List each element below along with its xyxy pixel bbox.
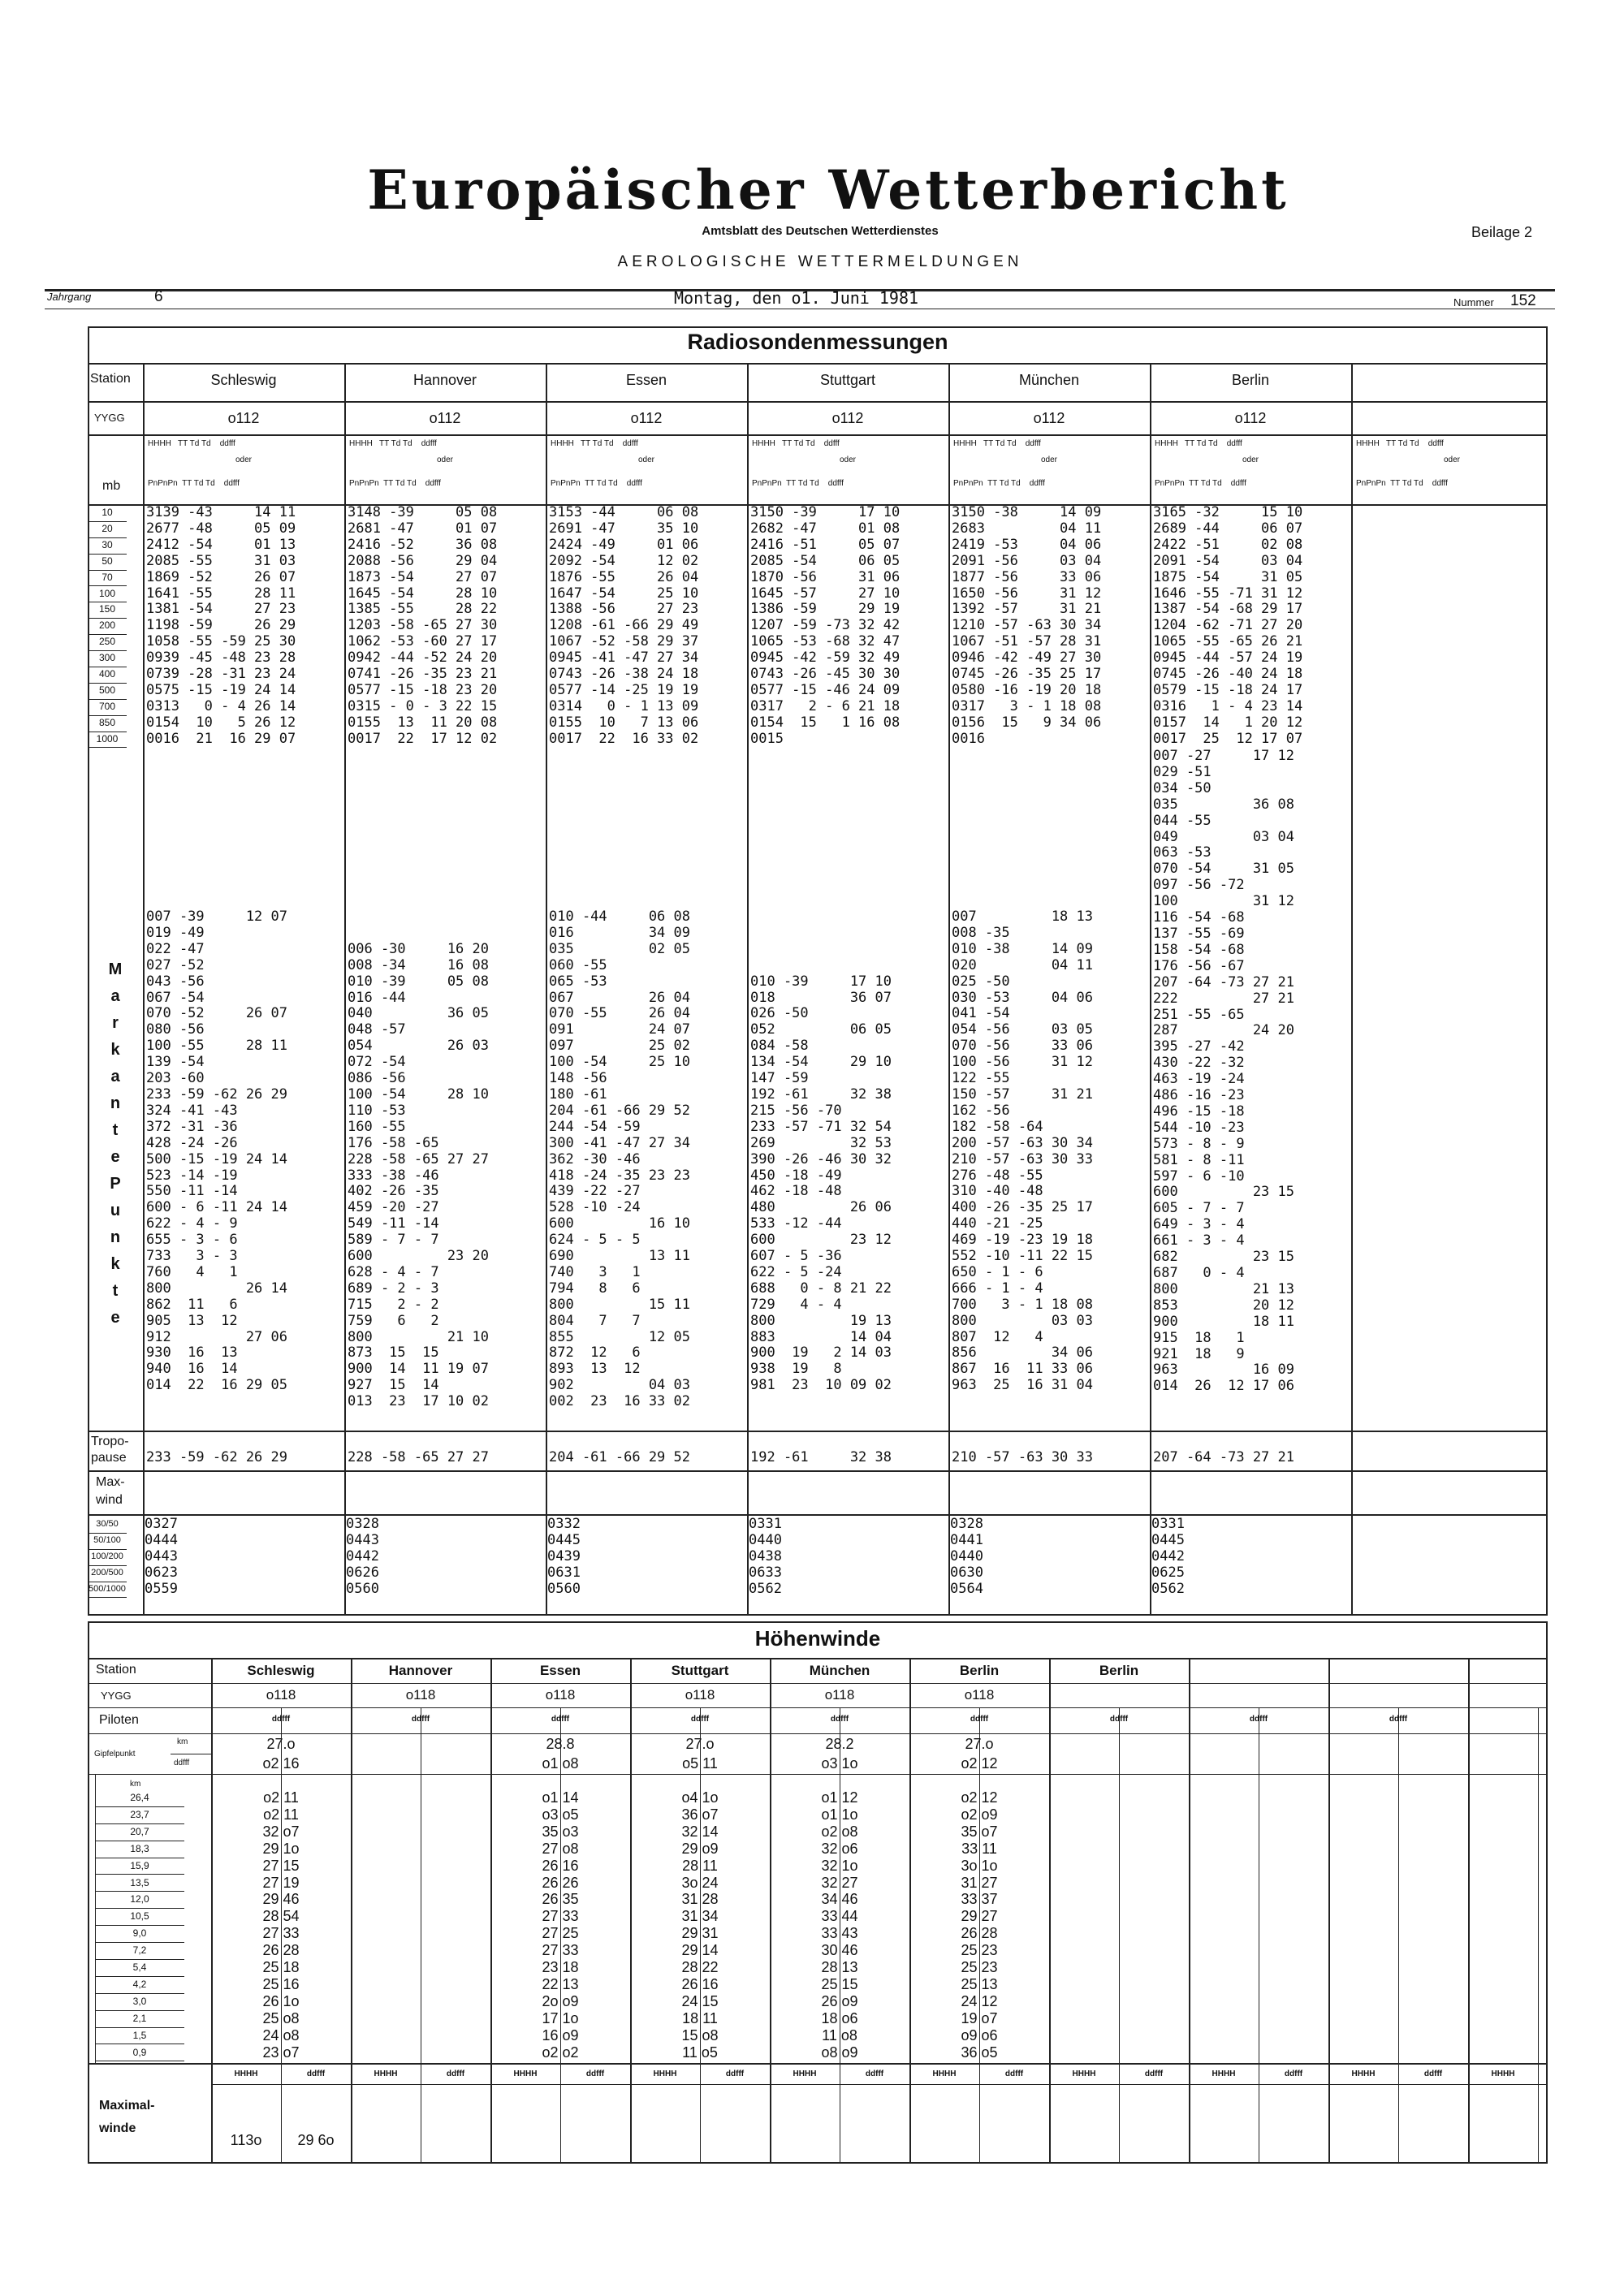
radio-rule-1 bbox=[88, 363, 1548, 365]
tropopause: 192 -61 32 38 bbox=[750, 1450, 892, 1465]
km-level: 26,4 bbox=[95, 1789, 184, 1807]
gipfel-ddfff: o5 11 bbox=[682, 1755, 718, 1772]
mb-level: 250 bbox=[88, 634, 127, 651]
markante-letter: M bbox=[108, 960, 123, 978]
piloten-ddfff: ddfff bbox=[1249, 1715, 1268, 1724]
km-level: 1,5 bbox=[95, 2027, 184, 2045]
station-name: Schleswig bbox=[210, 372, 277, 388]
page-title: Europäischer Wetterbericht bbox=[367, 158, 1289, 222]
radio-rule-3 bbox=[88, 434, 1548, 436]
mb-level: 400 bbox=[88, 667, 127, 684]
gipfel-km: 28.2 bbox=[825, 1736, 854, 1752]
piloten-ddfff: ddfff bbox=[690, 1715, 710, 1724]
gipfel-km: 27.o bbox=[266, 1736, 296, 1752]
wind-station-label: Station bbox=[96, 1663, 136, 1677]
maxwind: 0331 0440 0438 0633 0562 bbox=[749, 1517, 782, 1597]
gipfel-ddfff: o1 o8 bbox=[542, 1755, 579, 1772]
col-header-2: PnPnPn TT Td Td ddfff bbox=[1155, 479, 1246, 488]
markante-letter: r bbox=[112, 1014, 119, 1032]
col-header-2: PnPnPn TT Td Td ddfff bbox=[551, 479, 642, 488]
wind-subcol-line bbox=[1538, 1707, 1539, 2164]
col-header-2: PnPnPn TT Td Td ddfff bbox=[953, 479, 1045, 488]
station-name: Stuttgart bbox=[819, 372, 876, 388]
wind-values: o2 11 o2 11 32 o7 29 1o 27 15 27 19 29 46 28 54 27 33 26 28 25 18 25 16 26 1o 25 o8 24 o8 23 o7 bbox=[262, 1789, 300, 2061]
mb-level: 20 bbox=[88, 521, 127, 538]
markante-punkte: 006 -30 16 20 008 -34 16 08 010 -39 05 08 016 -44 040 36 05 048 -57 054 26 03 072 -54 086 -56 100 -54 28 10 110 -53 160 -55 176 -58 -65 228 -58 -65 27 27 333 -38 -46 402 -26 -35 459 -20 -27 549 -11 -14 589 - 7 - 7 600 23 20 628 - 4 - 7 689 - 2 - 3 715 2 - 2 759 6 2 800 21 10 873 15 15 900 14 11 19 07 927 15 14 013 23 17 10 02 bbox=[348, 940, 489, 1410]
col-header-2: PnPnPn TT Td Td ddfff bbox=[752, 479, 844, 488]
yygg-label: YYGG bbox=[94, 412, 125, 424]
tropopause-label: Tropo- pause bbox=[91, 1435, 129, 1465]
beilage-label: Beilage 2 bbox=[1471, 224, 1533, 240]
wind-yygg: o118 bbox=[405, 1687, 436, 1703]
maxwind-col-header: ddfff bbox=[1144, 2069, 1164, 2078]
km-level: 0,9 bbox=[95, 2044, 184, 2062]
piloten-ddfff: ddfff bbox=[1389, 1715, 1408, 1724]
km-level: 12,0 bbox=[95, 1891, 184, 1909]
piloten-label: Piloten bbox=[99, 1713, 139, 1727]
col-header-1: HHHH TT Td Td ddfff bbox=[1356, 439, 1444, 448]
mb-level: 150 bbox=[88, 602, 127, 619]
col-line-4 bbox=[747, 363, 749, 1616]
maxwind: 0331 0445 0442 0625 0562 bbox=[1151, 1517, 1185, 1597]
markante-punkte: 007 -27 17 12 029 -51 034 -50 035 36 08 044 -55 049 03 04 063 -53 070 -54 31 05 097 -56 -72 100 31 12 116 -54 -68 137 -55 -69 158 -54 -68 176 -56 -67 207 -64 -73 27 21 222 27 21 251 -55 -65 287 24 20 395 -27 -42 430 -22 -32 463 -19 -24 486 -16 -23 496 -15 -18 544 -10 -23 573 - 8 - 9 581 - 8 -11 597 - 6 -10 600 23 15 605 - 7 - 7 649 - 3 - 4 661 - 3 - 4 682 23 15 687 0 - 4 800 21 13 853 20 12 900 18 11 915 18 1 921 18 9 963 16 09 014 26 12 17 06 bbox=[1153, 749, 1294, 1395]
section-title: AEROLOGISCHE WETTERMELDUNGEN bbox=[617, 253, 1023, 270]
maxwind-col-header: HHHH bbox=[234, 2069, 258, 2078]
wind-col-line bbox=[1049, 1658, 1051, 2164]
standard-levels: 3148 -39 05 08 2681 -47 01 07 2416 -52 36 08 2088 -56 29 04 1873 -54 27 07 1645 -54 28 10 1385 -55 28 22 1203 -58 -65 27 30 1062 -53 -60 27 17 0942 -44 -52 24 20 0741 -26 -35 23 21 0577 -15 -18 23 20 0315 - 0 - 3 22 15 0155 13 11 20 08 0017 22 17 12 02 bbox=[348, 505, 498, 747]
standard-levels: 3153 -44 06 08 2691 -47 35 10 2424 -49 01 06 2092 -54 12 02 1876 -55 26 04 1647 -54 25 10 1388 -56 27 23 1208 -61 -66 29 49 1067 -52 -58 29 37 0945 -41 -47 27 34 0743 -26 -38 24 18 0577 -14 -25 19 19 0314 0 - 1 13 09 0155 10 7 13 06 0017 22 16 33 02 bbox=[549, 505, 699, 747]
maximalwinde-label: Maximal- winde bbox=[99, 2099, 155, 2135]
tropopause: 204 -61 -66 29 52 bbox=[549, 1450, 690, 1465]
km-level: 7,2 bbox=[95, 1942, 184, 1960]
wind-yygg-label: YYGG bbox=[101, 1690, 132, 1702]
wind-yygg: o118 bbox=[545, 1687, 576, 1703]
radio-rule-2 bbox=[88, 401, 1548, 403]
issue-date: Montag, den o1. Juni 1981 bbox=[674, 288, 919, 308]
wind-values: o2 12 o2 o9 35 o7 33 11 3o 1o 31 27 33 37 29 27 26 28 25 23 25 23 25 13 24 12 19 o7 o9 o6 36 o5 bbox=[961, 1789, 998, 2061]
mb-level: 10 bbox=[88, 505, 127, 522]
wind-values: o1 12 o1 1o o2 o8 32 o6 32 1o 32 27 34 46 33 44 33 43 30 46 28 13 25 15 26 o9 18 o6 11 o8 o8 o9 bbox=[821, 1789, 858, 2061]
wind-col-line bbox=[1189, 1658, 1190, 2164]
wind-station-name: Schleswig bbox=[247, 1663, 315, 1678]
tropopause: 228 -58 -65 27 27 bbox=[348, 1450, 489, 1465]
markante-punkte: 010 -39 17 10 018 36 07 026 -50 052 06 05 084 -58 134 -54 29 10 147 -59 192 -61 32 38 215 -56 -70 233 -57 -71 32 54 269 32 53 390 -26 -46 30 32 450 -18 -49 462 -18 -48 480 26 06 533 -12 -44 600 23 12 607 - 5 -36 622 - 5 -24 688 0 - 8 21 22 729 4 - 4 800 19 13 883 14 04 900 19 2 14 03 938 19 8 981 23 10 09 02 bbox=[750, 973, 892, 1394]
gipfel-km-label: km bbox=[177, 1737, 188, 1746]
station-name: Essen bbox=[625, 372, 667, 388]
hoehenwinde-title: Höhenwinde bbox=[754, 1626, 881, 1651]
km-level: 20,7 bbox=[95, 1823, 184, 1841]
maxwind-level: 200/500 bbox=[88, 1565, 127, 1582]
maxwind-col-header: HHHH bbox=[1491, 2069, 1515, 2078]
radio-rule-5 bbox=[88, 1431, 1548, 1432]
maxwind: 0332 0445 0439 0631 0560 bbox=[547, 1517, 581, 1597]
jahrgang-label: Jahrgang bbox=[47, 291, 92, 303]
wind-values: o1 14 o3 o5 35 o3 27 o8 26 16 26 26 26 35 27 33 27 25 27 33 23 18 22 13 2o o9 17 1o 16 o9 o2 o2 bbox=[542, 1789, 579, 2061]
markante-punkte: 010 -44 06 08 016 34 09 035 02 05 060 -55 065 -53 067 26 04 070 -55 26 04 091 24 07 097 25 02 100 -54 25 10 148 -56 180 -61 204 -61 -66 29 52 244 -54 -59 300 -41 -47 27 34 362 -30 -46 418 -24 -35 23 23 439 -22 -27 528 -10 -24 600 16 10 624 - 5 - 5 690 13 11 740 3 1 794 8 6 800 15 11 804 7 7 855 12 05 872 12 6 893 13 12 902 04 03 002 23 16 33 02 bbox=[549, 909, 690, 1410]
standard-levels: 3150 -39 17 10 2682 -47 01 08 2416 -51 05 07 2085 -54 06 05 1870 -56 31 06 1645 -57 27 10 1386 -59 29 19 1207 -59 -73 32 42 1065 -53 -68 32 47 0945 -42 -59 32 49 0743 -26 -45 30 30 0577 -15 -46 24 09 0317 2 - 6 21 18 0154 15 1 16 08 0015 bbox=[750, 505, 901, 747]
jahrgang-value: 6 bbox=[154, 288, 163, 305]
maxwind-col-header: HHHH bbox=[1072, 2069, 1096, 2078]
piloten-ddfff: ddfff bbox=[970, 1715, 989, 1724]
mb-level: 700 bbox=[88, 699, 127, 716]
markante-letter: a bbox=[110, 987, 120, 1005]
col-header-1: HHHH TT Td Td ddfff bbox=[551, 439, 638, 448]
col-header-oder: oder bbox=[436, 455, 453, 464]
wind-station-name: Hannover bbox=[388, 1663, 453, 1678]
maxwind-col-header: ddfff bbox=[725, 2069, 745, 2078]
piloten-ddfff: ddfff bbox=[411, 1715, 430, 1724]
page-subtitle: Amtsblatt des Deutschen Wetterdienstes bbox=[702, 224, 939, 238]
markante-letter: n bbox=[110, 1094, 121, 1112]
col-header-oder: oder bbox=[1443, 455, 1460, 464]
wind-col-line bbox=[1328, 1658, 1330, 2164]
maxwind-col-header: HHHH bbox=[513, 2069, 538, 2078]
station-name: München bbox=[1018, 372, 1080, 388]
wind-yygg: o118 bbox=[824, 1687, 855, 1703]
col-line-2 bbox=[344, 363, 346, 1616]
maxwind-col-header: ddfff bbox=[865, 2069, 884, 2078]
km-level: 5,4 bbox=[95, 1959, 184, 1977]
col-header-1: HHHH TT Td Td ddfff bbox=[953, 439, 1041, 448]
col-header-1: HHHH TT Td Td ddfff bbox=[1155, 439, 1242, 448]
col-header-oder: oder bbox=[1242, 455, 1259, 464]
km-level: 23,7 bbox=[95, 1806, 184, 1824]
markante-letter: e bbox=[110, 1148, 120, 1166]
gipfelpunkt-label: Gipfelpunkt bbox=[94, 1750, 136, 1759]
wind-col-line bbox=[351, 1658, 352, 2164]
station-label: Station bbox=[90, 372, 131, 386]
markante-punkte: 007 -39 12 07 019 -49 022 -47 027 -52 043 -56 067 -54 070 -52 26 07 080 -56 100 -55 28 11 139 -54 203 -60 233 -59 -62 26 29 324 -41 -43 372 -31 -36 428 -24 -26 500 -15 -19 24 14 523 -14 -19 550 -11 -14 600 - 6 -11 24 14 622 - 4 - 9 655 - 3 - 6 733 3 - 3 760 4 1 800 26 14 862 11 6 905 13 12 912 27 06 930 16 13 940 16 14 014 22 16 29 05 bbox=[146, 909, 287, 1394]
markante-punkte: 007 18 13 008 -35 010 -38 14 09 020 04 11 025 -50 030 -53 04 06 041 -54 054 -56 03 05 070 -56 33 06 100 -56 31 12 122 -55 150 -57 31 21 162 -56 182 -58 -64 200 -57 -63 30 34 210 -57 -63 30 33 276 -48 -55 310 -40 -48 400 -26 -35 25 17 440 -21 -25 469 -19 -23 19 18 552 -10 -11 22 15 650 - 1 - 6 666 - 1 - 4 700 3 - 1 18 08 800 03 03 807 12 4 856 34 06 867 16 11 33 06 963 25 16 31 04 bbox=[952, 909, 1093, 1394]
maxwind-level: 50/100 bbox=[88, 1533, 127, 1550]
maxwind-col-header: HHHH bbox=[1212, 2069, 1236, 2078]
km-level: 13,5 bbox=[95, 1875, 184, 1892]
piloten-ddfff: ddfff bbox=[830, 1715, 849, 1724]
mb-level: 300 bbox=[88, 650, 127, 667]
maxwind-col-header: ddfff bbox=[446, 2069, 465, 2078]
maxwind-col-header: HHHH bbox=[932, 2069, 957, 2078]
markante-letter: k bbox=[110, 1255, 120, 1273]
mb-level: 30 bbox=[88, 537, 127, 555]
tropopause: 207 -64 -73 27 21 bbox=[1153, 1450, 1294, 1465]
station-yygg: o112 bbox=[1033, 410, 1065, 426]
maxwind-level: 30/50 bbox=[88, 1517, 127, 1534]
radio-rule-7 bbox=[88, 1514, 1548, 1516]
station-name: Berlin bbox=[1231, 372, 1270, 388]
col-header-oder: oder bbox=[235, 455, 252, 464]
markante-letter: P bbox=[110, 1175, 121, 1193]
maxwind-col-header: ddfff bbox=[1004, 2069, 1024, 2078]
wind-subcol-line bbox=[1119, 1707, 1120, 2164]
station-yygg: o112 bbox=[630, 410, 663, 426]
mb-level: 70 bbox=[88, 570, 127, 587]
km-level: 10,5 bbox=[95, 1908, 184, 1926]
wind-station-name: München bbox=[809, 1663, 870, 1678]
piloten-ddfff: ddfff bbox=[551, 1715, 570, 1724]
maxwind: 0328 0443 0442 0626 0560 bbox=[346, 1517, 379, 1597]
maxwind-ddfff: 29 6o bbox=[297, 2132, 335, 2148]
km-level: 4,2 bbox=[95, 1976, 184, 1994]
col-header-2: PnPnPn TT Td Td ddfff bbox=[349, 479, 441, 488]
station-yygg: o112 bbox=[227, 410, 260, 426]
maxwind-level: 100/200 bbox=[88, 1549, 127, 1566]
km-level: 3,0 bbox=[95, 1993, 184, 2011]
mb-level: 1000 bbox=[88, 732, 127, 749]
wind-yygg: o118 bbox=[964, 1687, 995, 1703]
col-header-1: HHHH TT Td Td ddfff bbox=[148, 439, 235, 448]
gipfel-km: 27.o bbox=[685, 1736, 715, 1752]
maxwind: 0327 0444 0443 0623 0559 bbox=[145, 1517, 178, 1597]
markante-letter: t bbox=[112, 1282, 119, 1300]
mb-level: 100 bbox=[88, 586, 127, 603]
standard-levels: 3150 -38 14 09 2683 04 11 2419 -53 04 06 2091 -56 03 04 1877 -56 33 06 1650 -56 31 12 1392 -57 31 21 1210 -57 -63 30 34 1067 -51 -57 28 31 0946 -42 -49 27 30 0745 -26 -35 25 17 0580 -16 -19 20 18 0317 3 - 1 18 08 0156 15 9 34 06 0016 bbox=[952, 505, 1102, 747]
mb-level: 50 bbox=[88, 554, 127, 571]
gipfel-km: 27.o bbox=[965, 1736, 994, 1752]
maxwind-col-header: ddfff bbox=[1284, 2069, 1303, 2078]
wind-yygg: o118 bbox=[685, 1687, 715, 1703]
col-header-oder: oder bbox=[1040, 455, 1057, 464]
wind-col-line bbox=[1468, 1658, 1470, 2164]
mb-label: mb bbox=[102, 479, 121, 493]
col-line-7 bbox=[1351, 363, 1353, 1616]
markante-letter: u bbox=[110, 1202, 121, 1219]
maxwind-level: 500/1000 bbox=[88, 1582, 127, 1599]
standard-levels: 3139 -43 14 11 2677 -48 05 09 2412 -54 01 13 2085 -55 31 03 1869 -52 26 07 1641 -55 28 11 1381 -54 27 23 1198 -59 26 29 1058 -55 -59 25 30 0939 -45 -48 23 28 0739 -28 -31 23 24 0575 -15 -19 24 14 0313 0 - 4 26 14 0154 10 5 26 12 0016 21 16 29 07 bbox=[146, 505, 296, 747]
wind-station-name: Stuttgart bbox=[671, 1663, 729, 1678]
maxwind: 0328 0441 0440 0630 0564 bbox=[950, 1517, 983, 1597]
station-yygg: o112 bbox=[1234, 410, 1267, 426]
markante-letter: a bbox=[110, 1068, 120, 1085]
markante-letter: n bbox=[110, 1228, 121, 1246]
markante-letter: e bbox=[110, 1309, 120, 1327]
km-level: 2,1 bbox=[95, 2010, 184, 2028]
col-header-1: HHHH TT Td Td ddfff bbox=[349, 439, 437, 448]
maxwind-col-header: HHHH bbox=[1351, 2069, 1376, 2078]
maxwind-col-header: ddfff bbox=[585, 2069, 605, 2078]
gipfel-ddfff: o2 16 bbox=[262, 1755, 300, 1772]
station-name: Hannover bbox=[412, 372, 477, 388]
wind-subcol-line bbox=[1398, 1707, 1399, 2164]
maxwind-col-header: ddfff bbox=[306, 2069, 326, 2078]
mb-level: 850 bbox=[88, 715, 127, 732]
gipfel-ddfff: o2 12 bbox=[961, 1755, 998, 1772]
km-level: 9,0 bbox=[95, 1925, 184, 1943]
mb-level: 500 bbox=[88, 683, 127, 700]
col-header-2: PnPnPn TT Td Td ddfff bbox=[148, 479, 240, 488]
col-header-2: PnPnPn TT Td Td ddfff bbox=[1356, 479, 1448, 488]
gipfel-ddfff-label: ddfff bbox=[174, 1759, 190, 1767]
wind-station-name: Berlin bbox=[1099, 1663, 1139, 1678]
wind-station-name: Essen bbox=[539, 1663, 581, 1678]
col-line-6 bbox=[1150, 363, 1151, 1616]
tropopause: 210 -57 -63 30 33 bbox=[952, 1450, 1093, 1465]
col-line-5 bbox=[948, 363, 950, 1616]
maxwind-label: Max- wind bbox=[96, 1475, 125, 1507]
wind-values: o4 1o 36 o7 32 14 29 o9 28 11 3o 24 31 28 31 34 29 31 29 14 28 22 26 16 24 15 18 11 15 o8 11 o5 bbox=[681, 1789, 719, 2061]
station-yygg: o112 bbox=[831, 410, 864, 426]
markante-letter: k bbox=[110, 1041, 120, 1059]
mb-level: 200 bbox=[88, 618, 127, 635]
maxwind-col-header: ddfff bbox=[1423, 2069, 1443, 2078]
maxwind-col-header: HHHH bbox=[793, 2069, 817, 2078]
col-header-oder: oder bbox=[637, 455, 654, 464]
km-level: 15,9 bbox=[95, 1858, 184, 1875]
wind-yygg: o118 bbox=[266, 1687, 296, 1703]
km-level: 18,3 bbox=[95, 1841, 184, 1858]
maxwind-col-header: HHHH bbox=[374, 2069, 398, 2078]
col-line-3 bbox=[546, 363, 547, 1616]
standard-levels: 3165 -32 15 10 2689 -44 06 07 2422 -51 02 08 2091 -54 03 04 1875 -54 31 05 1646 -55 -71 31 12 1387 -54 -68 29 17 1204 -62 -71 27 20 1065 -55 -65 26 21 0945 -44 -57 24 19 0745 -26 -40 24 18 0579 -15 -18 24 17 0316 1 - 4 23 14 0157 14 1 20 12 0017 25 12 17 07 bbox=[1153, 505, 1303, 747]
station-yygg: o112 bbox=[429, 410, 461, 426]
nummer-value: 152 bbox=[1510, 292, 1536, 309]
piloten-ddfff: ddfff bbox=[1109, 1715, 1129, 1724]
radiosonde-title: Radiosondenmessungen bbox=[687, 330, 948, 354]
gipfel-ddfff: o3 1o bbox=[821, 1755, 858, 1772]
wind-station-name: Berlin bbox=[959, 1663, 1000, 1678]
markante-letter: t bbox=[112, 1121, 119, 1139]
col-header-oder: oder bbox=[839, 455, 856, 464]
piloten-ddfff: ddfff bbox=[271, 1715, 291, 1724]
wind-km-label: km bbox=[130, 1780, 141, 1789]
station-col-line bbox=[143, 363, 145, 1616]
maxwind-col-header: HHHH bbox=[653, 2069, 677, 2078]
tropopause: 233 -59 -62 26 29 bbox=[146, 1450, 287, 1465]
wind-rule-7 bbox=[211, 2084, 1548, 2085]
col-header-1: HHHH TT Td Td ddfff bbox=[752, 439, 840, 448]
maxwind-hhhh: 113o bbox=[230, 2132, 262, 2148]
radio-rule-6 bbox=[88, 1470, 1548, 1472]
gipfel-km: 28.8 bbox=[546, 1736, 575, 1752]
nummer-label: Nummer bbox=[1453, 296, 1494, 309]
